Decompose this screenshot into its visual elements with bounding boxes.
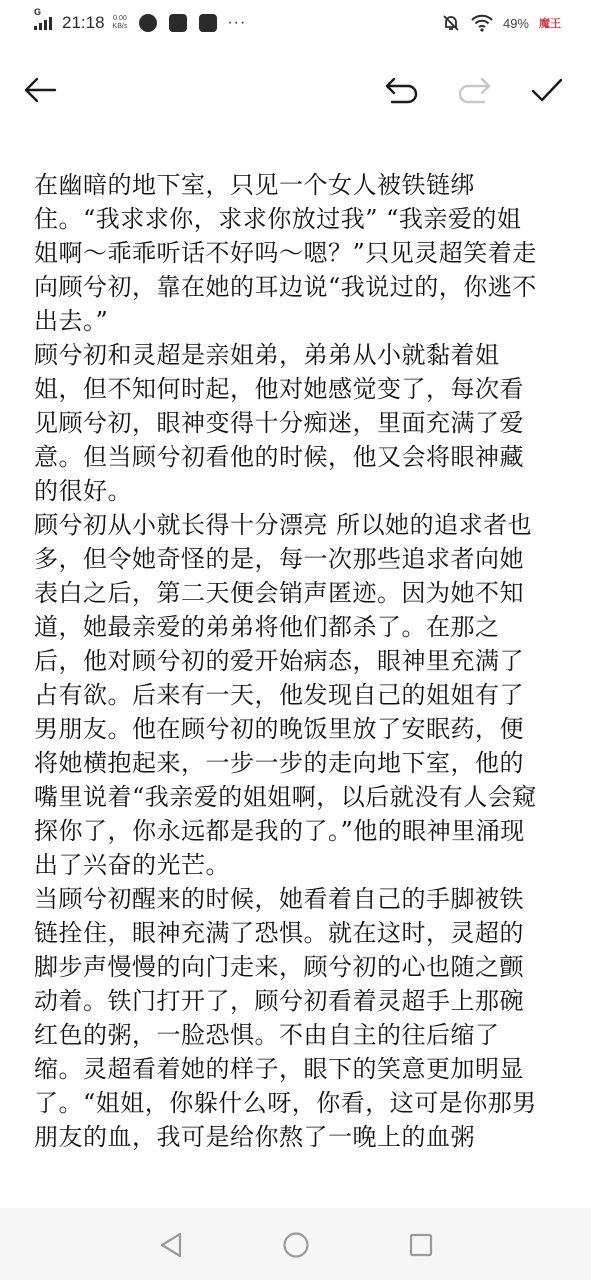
nav-home-button[interactable] xyxy=(281,1230,311,1260)
status-left xyxy=(34,7,247,33)
save-check-button[interactable] xyxy=(527,70,567,110)
nav-recent-icon xyxy=(408,1232,434,1258)
speed-unit: KB/s xyxy=(112,23,128,30)
speed-value: 0.00 xyxy=(113,15,127,22)
nav-back-button[interactable] xyxy=(156,1230,186,1260)
back-arrow-icon xyxy=(23,76,57,104)
paragraph-3: 顾兮初从小就长得十分漂亮 所以她的追求者也多，但令她奇怪的是，每一次那些追求者向她表白之后，第二天便会销声匿迹。因为她不知道，她最亲爱的弟弟将他们都杀了。在那之后，他对顾兮初的爱开始病态，眼神里充满了占有欲。后来有一天，他发现自己的姐姐有了男朋友。他在顾兮初的晚饭里放了安眠药，便将她横抱起来，一步一步的走向地下室，他的嘴里说着“我亲爱的姐姐啊，以后就没有人会窥探你了，你永远都是我的了。”他的眼神里涌现出了兴奋的光芒。 xyxy=(34,511,537,879)
nav-home-icon xyxy=(282,1231,310,1259)
check-icon xyxy=(530,76,564,104)
bag-icon xyxy=(169,14,187,32)
status-right xyxy=(441,13,561,33)
editor-toolbar xyxy=(0,62,591,118)
bolt-icon xyxy=(199,14,217,32)
back-button[interactable] xyxy=(20,70,60,110)
undo-icon xyxy=(384,75,420,105)
status-bar xyxy=(0,0,591,46)
paragraph-4: 当顾兮初醒来的时候，她看着自己的手脚被铁链拴住，眼神充满了恐惧。就在这时，灵超的脚步声慢慢的向门走来，顾兮初的心也随之颤动着。铁门打开了，顾兮初看着灵超手上那碗红色的粥，一脸恐惧。不由自主的往后缩了缩。灵超看着她的样子，眼下的笑意更加明显了。“姐姐，你躲什么呀，你看，这可是你那男朋友的血，我可是给你熬了一晚上的血粥 xyxy=(34,885,537,1151)
network-type: G xyxy=(34,7,42,17)
signal-icon xyxy=(34,7,52,30)
note-text-area[interactable] xyxy=(34,168,544,1208)
paragraph-1: 在幽暗的地下室，只见一个女人被铁链绑住。“我求求你，求求你放过我” “我亲爱的姐姐啊～乖乖听话不好吗～嗯？”只见灵超笑着走向顾兮初，靠在她的耳边说“我说过的，你逃不出去。” xyxy=(34,171,537,335)
battery-level: 49% xyxy=(502,15,529,31)
redo-button[interactable] xyxy=(454,70,494,110)
redo-icon xyxy=(456,75,492,105)
status-time: 21:18 xyxy=(62,13,105,32)
undo-button[interactable] xyxy=(382,70,422,110)
paragraph-2: 顾兮初和灵超是亲姐弟，弟弟从小就黏着姐姐，但不知何时起，他对她感觉变了，每次看见顾兮初，眼神变得十分痴迷，里面充满了爱意。但当顾兮初看他的时候，他又会将眼神藏的很好。 xyxy=(34,341,524,505)
nav-recent-button[interactable] xyxy=(406,1230,436,1260)
system-navigation-bar xyxy=(0,1208,591,1280)
nav-back-icon xyxy=(158,1231,184,1259)
mute-bell-icon xyxy=(441,13,461,33)
wifi-icon xyxy=(471,14,493,32)
more-notifications: ··· xyxy=(227,14,247,31)
network-speed xyxy=(113,15,128,31)
carrier-logo: 魔王 xyxy=(539,18,561,30)
gauge-icon xyxy=(139,14,157,32)
